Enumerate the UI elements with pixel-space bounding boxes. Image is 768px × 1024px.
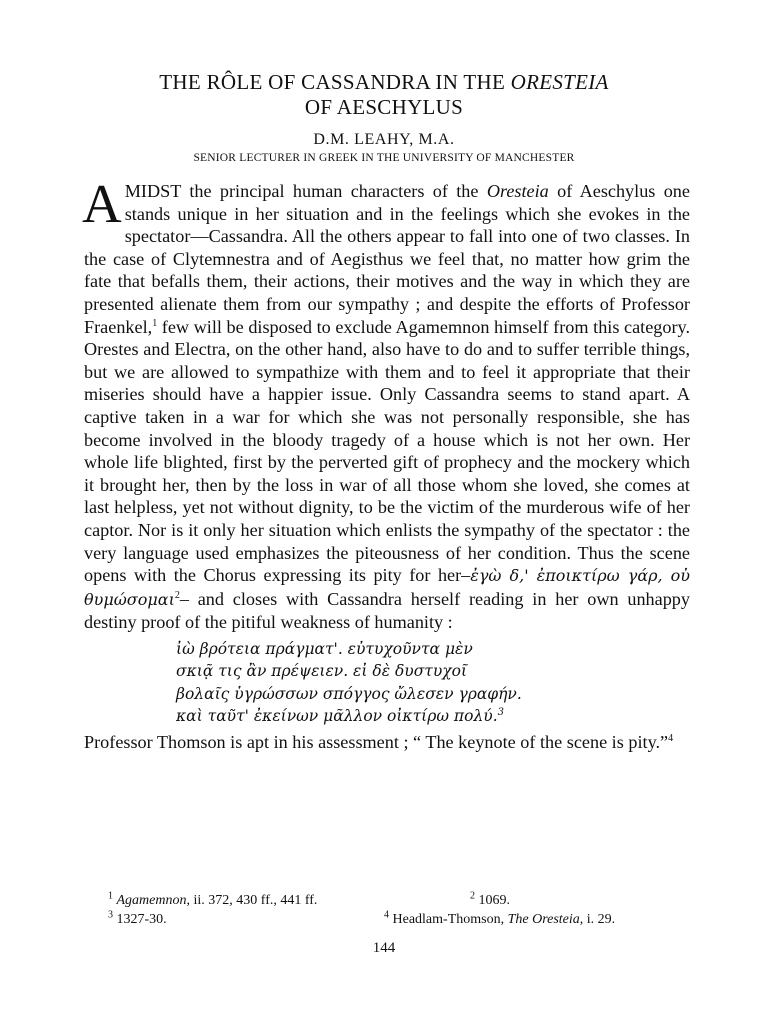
title-italic-oresteia: ORESTEIA xyxy=(510,70,609,94)
footnote-text: Headlam-Thomson, xyxy=(392,912,508,927)
verse-line: ἰὼ βρότεια πράγματ'. εὐτυχοῦντα μὲν xyxy=(176,639,473,658)
footnote-text: 1069. xyxy=(478,893,510,908)
verse-line: σκιᾷ τις ἂν πρέψειεν. εἰ δὲ δυστυχοῖ xyxy=(176,662,468,681)
drop-cap: A xyxy=(82,173,122,234)
footnote-mark: 2 xyxy=(470,890,475,902)
author-affiliation: SENIOR LECTURER IN GREEK IN THE UNIVERSITY OF MANCHESTER xyxy=(193,152,575,164)
footnote-text: , ii. 372, 430 ff., 441 ff. xyxy=(186,893,318,908)
footnote-ref-3: 3 xyxy=(497,707,504,719)
paragraph-2-text: Professor Thomson is apt in his assessment ; “ The keynote of the scene is pity.” xyxy=(84,731,669,752)
footnote-text: , i. 29. xyxy=(579,912,616,927)
verse-line: βολαῖς ὑγρώσσων σπόγγος ὤλεσεν γραφήν. xyxy=(176,684,522,703)
footnote-text: 1327-30. xyxy=(116,912,167,927)
footnote-3 xyxy=(108,911,167,929)
verse-line-text: καὶ ταῦτ' ἐκείνων μᾶλλον οἰκτίρω πολύ. xyxy=(176,707,498,726)
footnote-italic: The Oresteia xyxy=(507,912,580,927)
footnote-ref-1: 1 xyxy=(152,317,158,329)
title-line-1: THE RÔLE OF CASSANDRA IN THE xyxy=(159,70,511,94)
verse-line-last xyxy=(176,705,690,728)
greek-verse-quote xyxy=(176,638,690,728)
paragraph-1-text-c: few will be disposed to exclude Agamemnon himself from this category. Orestes and Electra, on the other hand, also have to do and to suffer terrible things, but we are allowed to sympathize with them and to feel it appropriate that their miseries should have a happier issue. Only Cassandra seems to stand apart. A captive taken in a war for which she was not personally responsible, she has become involved in the bloody tragedy of a house which is not her own. Her whole life blighted, first by the perverted gift of prophecy and the mockery which it brought her, then by the loss in war of all those whom she loved, she comes at last helpless, yet not without dignity, to be the victim of the murderous wife of her captor. Nor is it only her situation which enlists the sympathy of the spectator : the very language used emphasizes the piteousness of her condition. Thus the scene opens with the Chorus expressing its pity for her– xyxy=(84,316,690,586)
paragraph-1-text-d: – and closes with Cassandra herself reading in her own unhappy destiny proof of the pitiful weakness of humanity : xyxy=(84,588,690,633)
paragraph-2 xyxy=(84,731,690,754)
footnote-mark: 3 xyxy=(108,909,113,921)
greek-quote-inline: ἐγὼ δ,' ἐποικτίρω γάρ, οὐ θυμώσομαι xyxy=(84,566,690,609)
paragraph-1-text-b: of Aeschylus one stands unique in her situation and in the feelings which she evokes in the spectator—Cassandra. All the others appear to fall into one of two classes. In the case of Clytemnestra and of Aegisthus we feel that, no matter how grim the fate that befalls them, their actions, their motives and the way in which they are presented alienate them from our sympathy ; and despite the efforts of Professor Fraenkel, xyxy=(84,181,690,337)
article-body xyxy=(82,173,690,753)
author-name: D.M. LEAHY, M.A. xyxy=(313,131,455,148)
article-title xyxy=(0,70,768,94)
footnote-mark: 1 xyxy=(108,890,113,902)
footnote-ref-2: 2 xyxy=(174,589,180,601)
paragraph-1 xyxy=(82,173,690,634)
footnote-italic: Agamemnon xyxy=(116,893,187,908)
page-number: 144 xyxy=(372,940,396,956)
article-title-line-2: OF AESCHYLUS xyxy=(304,95,464,119)
footnote-1 xyxy=(108,892,317,910)
footnote-mark: 4 xyxy=(384,909,389,921)
footnote-ref-4: 4 xyxy=(668,732,674,744)
paragraph-1-text-a: MIDST the principal human characters of the xyxy=(124,181,487,201)
footnote-2 xyxy=(470,892,510,910)
footnote-4 xyxy=(384,911,615,929)
italic-oresteia: Oresteia xyxy=(486,181,549,201)
